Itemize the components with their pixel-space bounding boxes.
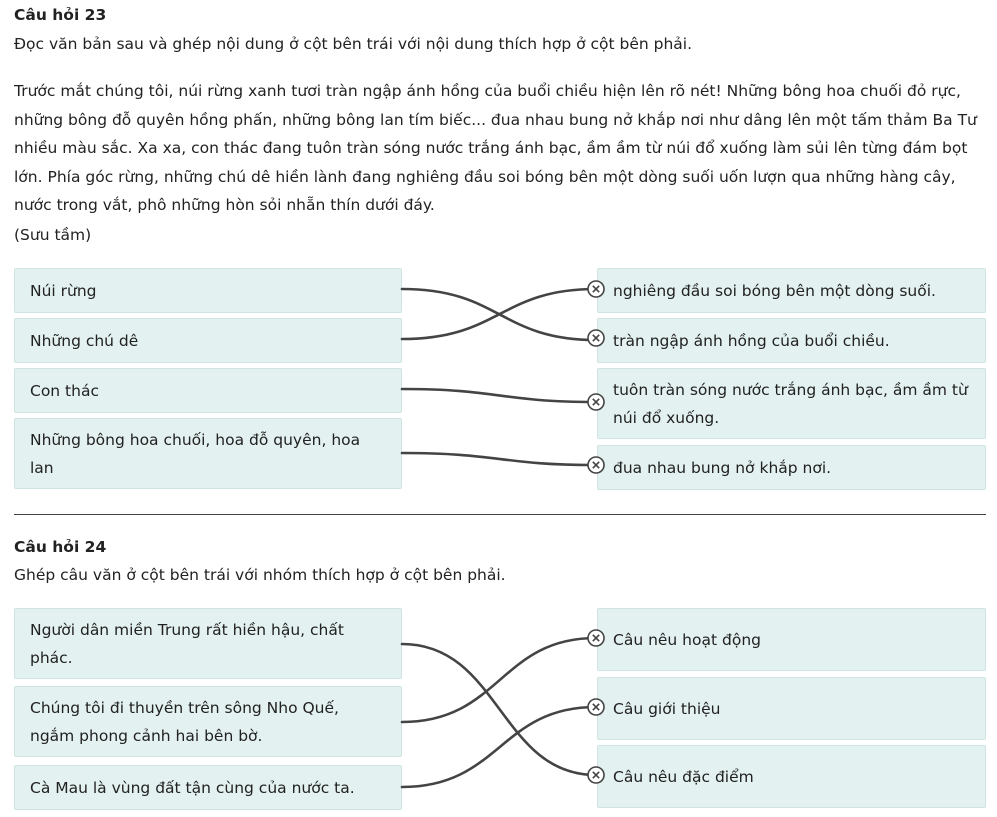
q23-left-item-1[interactable]: Núi rừng xyxy=(14,268,402,313)
q24-left-item-1[interactable]: Người dân miền Trung rất hiền hậu, chất phác. xyxy=(14,608,402,679)
q23-connection-3 xyxy=(402,389,596,402)
q23-left-item-3[interactable]: Con thác xyxy=(14,368,402,413)
q23-right-item-1[interactable]: nghiêng đầu soi bóng bên một dòng suối. xyxy=(597,268,986,313)
q24-right-3-remove-icon[interactable] xyxy=(588,767,604,783)
q24-right-1-remove-icon[interactable] xyxy=(588,630,604,646)
q24-right-item-2[interactable]: Câu giới thiệu xyxy=(597,677,986,740)
q23-right-3-remove-icon[interactable] xyxy=(588,394,604,410)
q24-connection-2 xyxy=(402,638,596,722)
q24-right-2-remove-icon[interactable] xyxy=(588,699,604,715)
q23-passage: Trước mắt chúng tôi, núi rừng xanh tươi tràn ngập ánh hồng của buổi chiều hiện lên rõ nét! Những bông hoa chuối đỏ rực, những bông đỗ quyên hồng phấn, những bông lan tím biếc... đua nhau bung nở khắp nơi như dâng lên một tấm thảm Ba Tư nhiều màu sắc. Xa xa, con thác đang tuôn tràn sóng nước trắng ánh bạc, ầm ầm từ núi đổ xuống làm sủi lên từng đám bọt lớn. Phía góc rừng, những chú dê hiền lành đang nghiêng đầu soi bóng bên một dòng suối uốn lượn qua những hàng cây, nước trong vắt, phô những hòn sỏi nhẵn thín dưới đáy. xyxy=(14,82,977,215)
q23-right-4-remove-icon[interactable] xyxy=(588,457,604,473)
q24-connection-3 xyxy=(402,707,596,787)
q23-right-item-3[interactable]: tuôn tràn sóng nước trắng ánh bạc, ầm ầm từ núi đổ xuống. xyxy=(597,368,986,439)
q23-title: Câu hỏi 23 xyxy=(14,6,107,24)
q23-connection-2 xyxy=(402,289,596,339)
q24-title: Câu hỏi 24 xyxy=(14,538,107,556)
q24-connection-1 xyxy=(402,644,596,775)
q23-connection-4 xyxy=(402,453,596,465)
q24-left-item-2[interactable]: Chúng tôi đi thuyền trên sông Nho Quế, ngắm phong cảnh hai bên bờ. xyxy=(14,686,402,757)
q23-right-2-remove-icon[interactable] xyxy=(588,330,604,346)
q23-source: (Sưu tầm) xyxy=(14,226,92,244)
q24-right-item-3[interactable]: Câu nêu đặc điểm xyxy=(597,745,986,808)
q23-connection-1 xyxy=(402,289,596,340)
q23-right-item-4[interactable]: đua nhau bung nở khắp nơi. xyxy=(597,445,986,490)
q24-left-item-3[interactable]: Cà Mau là vùng đất tận cùng của nước ta. xyxy=(14,765,402,810)
section-divider xyxy=(14,514,986,515)
q23-prompt: Đọc văn bản sau và ghép nội dung ở cột bên trái với nội dung thích hợp ở cột bên phải. xyxy=(14,35,693,53)
q23-right-item-2[interactable]: tràn ngập ánh hồng của buổi chiều. xyxy=(597,318,986,363)
q24-right-item-1[interactable]: Câu nêu hoạt động xyxy=(597,608,986,671)
q23-left-item-4[interactable]: Những bông hoa chuối, hoa đỗ quyên, hoa lan xyxy=(14,418,402,489)
q23-right-1-remove-icon[interactable] xyxy=(588,281,604,297)
q23-left-item-2[interactable]: Những chú dê xyxy=(14,318,402,363)
q24-prompt: Ghép câu văn ở cột bên trái với nhóm thích hợp ở cột bên phải. xyxy=(14,566,506,584)
